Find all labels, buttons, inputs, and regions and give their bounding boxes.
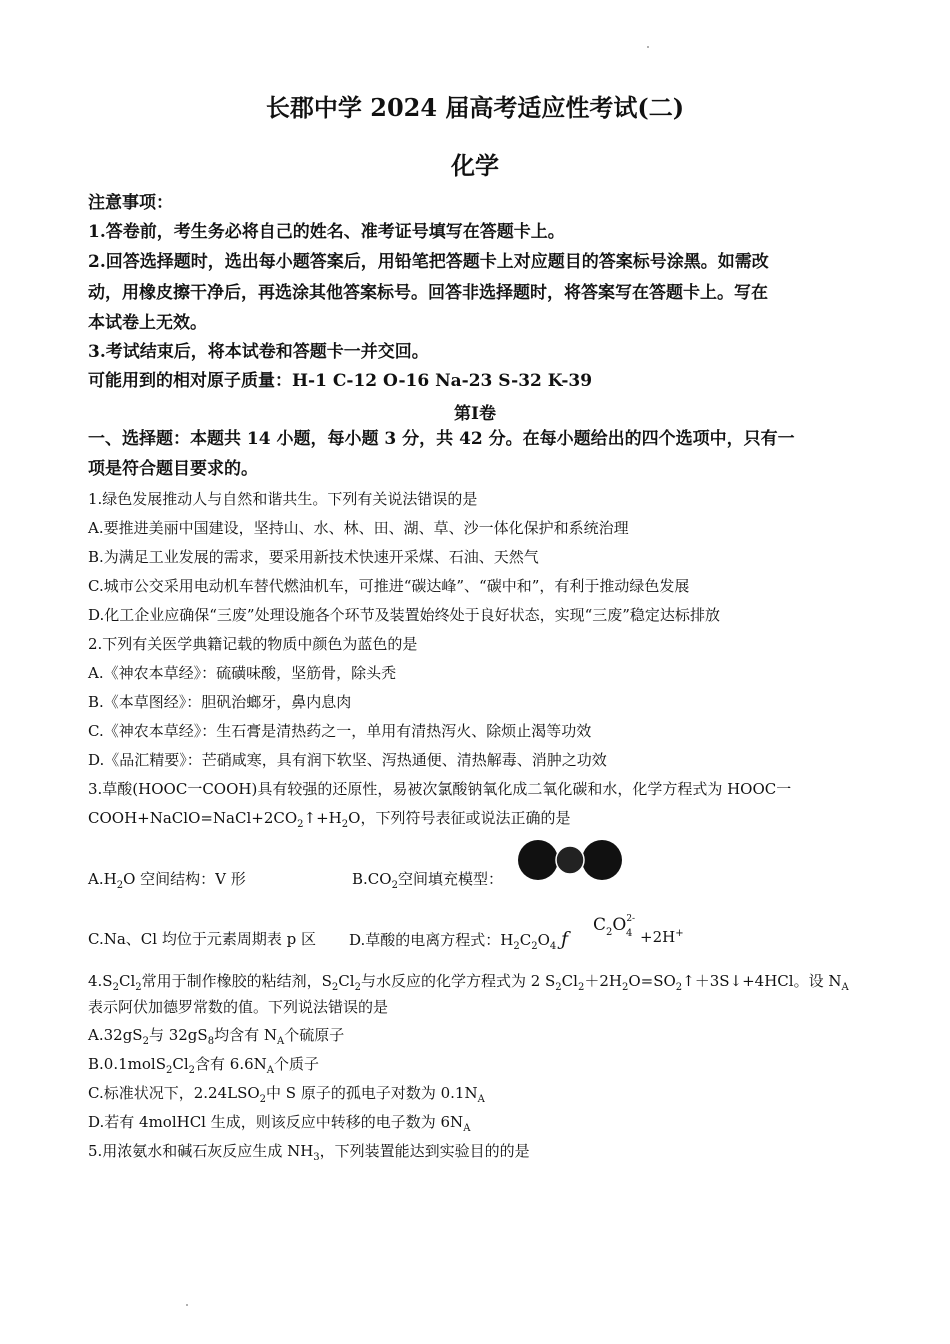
q1-stem: 1.绿色发展推动人与自然和谐共生。下列有关说法错误的是 (88, 490, 478, 508)
q3-option-d: D.草酸的电离方程式：$H_2C_2O_4$ ƒ (349, 928, 569, 952)
q3-option-c: C.Na、Cl 均位于元素周期表 p 区 (88, 930, 316, 948)
q2-option-c: C.《神农本草经》：生石膏是清热药之一，单用有清热泻火、除烦止渴等功效 (88, 722, 592, 740)
q3-stem-line2: $COOH+NaClO=NaCl+2CO_2↑+H_2O$，下列符号表征或说法正确的是 (88, 809, 571, 830)
q3-option-b: $B.CO_2$空间填充模型： (352, 870, 503, 891)
q1-option-a: A.要推进美丽中国建设，坚持山、水、林、田、湖、草、沙一体化保护和系统治理 (88, 519, 629, 537)
q4-option-d: D.若有 4molHCl 生成，则该反应中转移的电子数为 $6N_A$ (88, 1113, 471, 1134)
q1-option-c: C.城市公交采用电动机车替代燃油机车，可推进“碳达峰”、“碳中和”，有利于推动绿色发展 (88, 577, 690, 595)
q5-stem: 5.用浓氨水和碱石灰反应生成 $NH_3$，下列装置能达到实验目的的是 (88, 1142, 530, 1163)
notice-item-2-cont: 动，用橡皮擦干净后，再选涂其他答案标号。回答非选择题时，将答案写在答题卡上。写在 (88, 283, 768, 303)
scan-dot-bottom (186, 1304, 188, 1306)
q1-option-b: B.为满足工业发展的需求，要采用新技术快速开采煤、石油、天然气 (88, 548, 539, 566)
q4-option-c: C.标准状况下，$2.24LSO_2$中 S 原子的孤电子对数为 $0.1N_A$ (88, 1084, 485, 1105)
scan-dot (647, 46, 649, 48)
q3-hydrogen-ion: +2H+ (640, 928, 684, 946)
notice-item-2: 2.回答选择题时，选出每小题答案后，用铅笔把答题卡上对应题目的答案标号涂黑。如需改 (88, 252, 769, 272)
oxygen-atom-left (518, 840, 558, 880)
section-heading-2: 项是符合题目要求的。 (88, 459, 258, 479)
co2-space-filling-model (514, 838, 626, 882)
q1-option-d: D.化工企业应确保“三废”处理设施各个环节及装置始终处于良好状态，实现“三废”稳定达标排放 (88, 606, 720, 624)
notice-item-1: 1.答卷前，考生务必将自己的姓名、准考证号填写在答题卡上。 (88, 222, 565, 242)
q3-oxalate-ion: $C_2O^{2-}$ (593, 914, 636, 938)
exam-title: 长郡中学 2024 届高考适应性考试(二) (265, 93, 685, 122)
notice-item-3: 3.考试结束后，将本试卷和答题卡一并交回。 (88, 342, 429, 362)
q2-option-d: D.《品汇精要》：芒硝咸寒，具有润下软坚、泻热通便、清热解毒、消肿之功效 (88, 751, 607, 769)
oxygen-atom-right (582, 840, 622, 880)
subject-title: 化学 (451, 151, 499, 180)
q3-oxalate-subscript: 4 (626, 928, 633, 939)
q2-option-a: A.《神农本草经》：硫磺味酸，坚筋骨，除头秃 (88, 664, 397, 682)
q2-option-b: B.《本草图经》：胆矾治螂牙，鼻内息肉 (88, 693, 352, 711)
notice-heading: 注意事项： (88, 193, 173, 213)
notice-item-2-end: 本试卷上无效。 (88, 313, 207, 333)
q3-option-a: $A.H_2O$ 空间结构：V 形 (88, 870, 246, 891)
q4-stem-line2: 表示阿伏加德罗常数的值。下列说法错误的是 (88, 998, 389, 1016)
part-title: 第Ⅰ卷 (454, 404, 496, 424)
atomic-masses: 可能用到的相对原子质量：H-1 C-12 O-16 Na-23 S-32 K-39 (88, 371, 593, 391)
equilibrium-arrow-glyph: ƒ (561, 928, 569, 950)
carbon-atom (556, 846, 584, 874)
q4-stem-line1: $4.S_2Cl_2$常用于制作橡胶的粘结剂，$S_2Cl_2$与水反应的化学方程式为 2 $S_2Cl_2+2H_2O=SO_2↑+3S↓+4HCl$。设 $N_A$ (88, 972, 849, 993)
q2-stem: 2.下列有关医学典籍记载的物质中颜色为蓝色的是 (88, 635, 418, 653)
q3-stem-line1: 3.草酸(HOOC一COOH)具有较强的还原性，易被次氯酸钠氧化成二氧化碳和水，化学方程式为 HOOC一 (88, 780, 792, 798)
q4-option-b: $B.0.1molS_2Cl_2$含有 $6.6N_A$个质子 (88, 1055, 320, 1076)
q4-option-a: $A.32gS_2$与 $32gS_8$均含有 $N_A$个硫原子 (88, 1026, 345, 1047)
section-heading-1: 一、选择题：本题共 14 小题，每小题 3 分，共 42 分。在每小题给出的四个选项中，只有一 (88, 429, 795, 449)
